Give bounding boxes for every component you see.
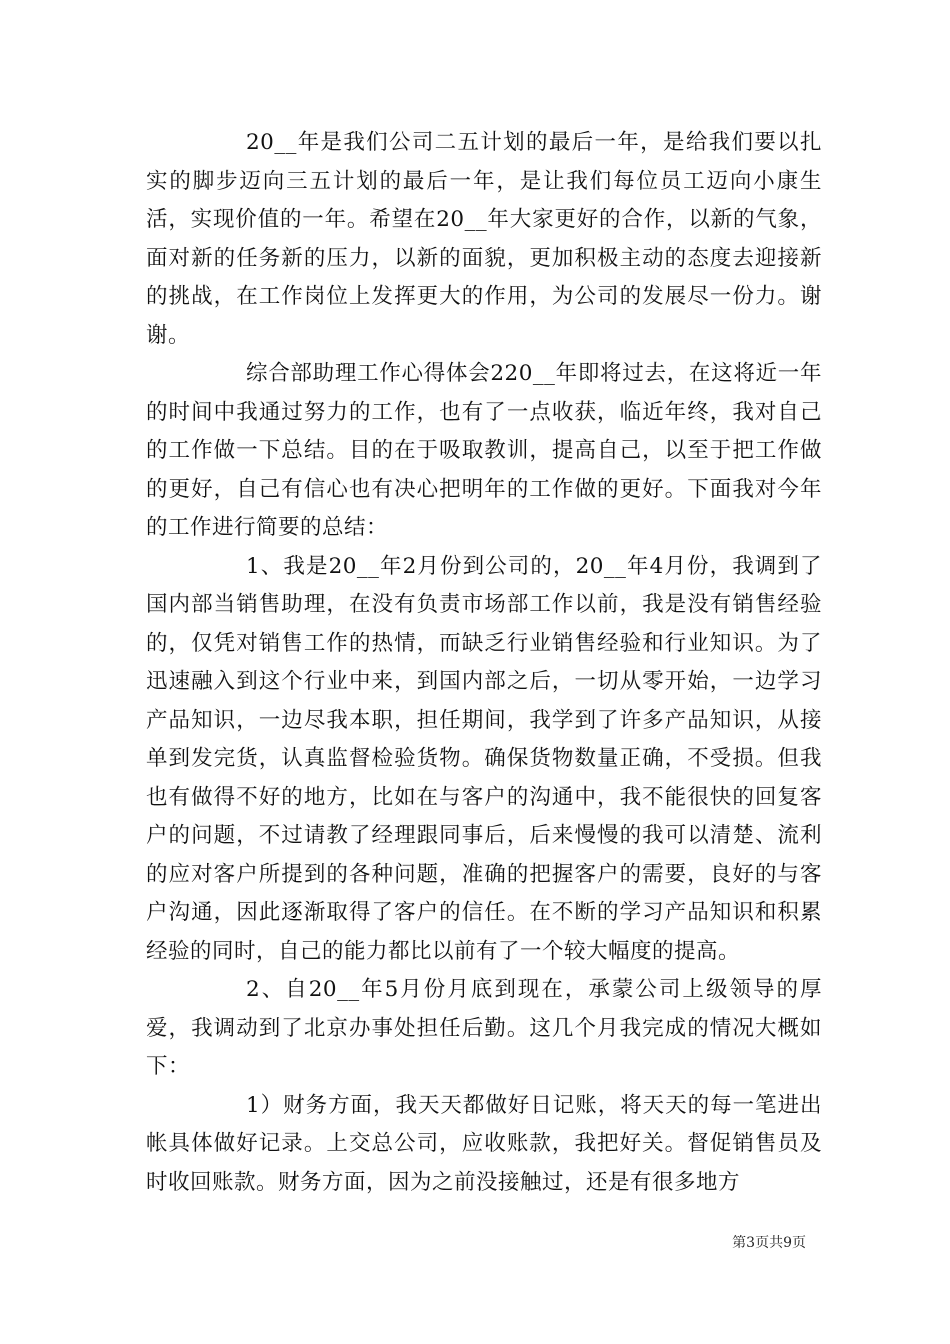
paragraph-finance: 1）财务方面，我天天都做好日记账，将天天的每一笔进出帐具体做好记录。上交总公司，应收账款，我把好关。督促销售员及时收回账款。财务方面，因为之前没接触过，还是有很多地方 [146,1092,822,1195]
paragraph-plan-summary: 20__年是我们公司二五计划的最后一年，是给我们要以扎实的脚步迈向三五计划的最后一年，是让我们每位员工迈向小康生活，实现价值的一年。希望在20__年大家更好的合作，以新的气象，面对新的任务新的压力，以新的面貌，更加积极主动的态度去迎接新的挑战，在工作岗位上发挥更大的作用，为公司的发展尽一份力。谢谢。 [146,130,822,348]
paragraph-beijing-office: 2、自20__年5月份月底到现在，承蒙公司上级领导的厚爱，我调动到了北京办事处担任后勤。这几个月我完成的情况大概如下： [146,977,822,1079]
paragraph-sales-assistant: 1、我是20__年2月份到公司的，20__年4月份，我调到了国内部当销售助理，在没有负责市场部工作以前，我是没有销售经验的，仅凭对销售工作的热情，而缺乏行业销售经验和行业知识。为了迅速融入到这个行业中来，到国内部之后，一切从零开始，一边学习产品知识，一边尽我本职，担任期间，我学到了许多产品知识，从接单到发完货，认真监督检验货物。确保货物数量正确，不受损。但我也有做得不好的地方，比如在与客户的沟通中，我不能很快的回复客户的问题，不过请教了经理跟同事后，后来慢慢的我可以清楚、流利的应对客户所提到的各种问题，准确的把握客户的需要，良好的与客户沟通，因此逐渐取得了客户的信任。在不断的学习产品知识和积累经验的同时，自己的能力都比以前有了一个较大幅度的提高。 [146,553,822,964]
document-body [146,124,822,1202]
paragraph-intro: 综合部助理工作心得体会220__年即将过去，在这将近一年的时间中我通过努力的工作，也有了一点收获，临近年终，我对自己的工作做一下总结。目的在于吸取教训，提高自己，以至于把工作做的更好，自己有信心也有决心把明年的工作做的更好。下面我对今年的工作进行简要的总结： [146,361,822,540]
page-number-footer: 第3页共9页 [732,1235,806,1251]
